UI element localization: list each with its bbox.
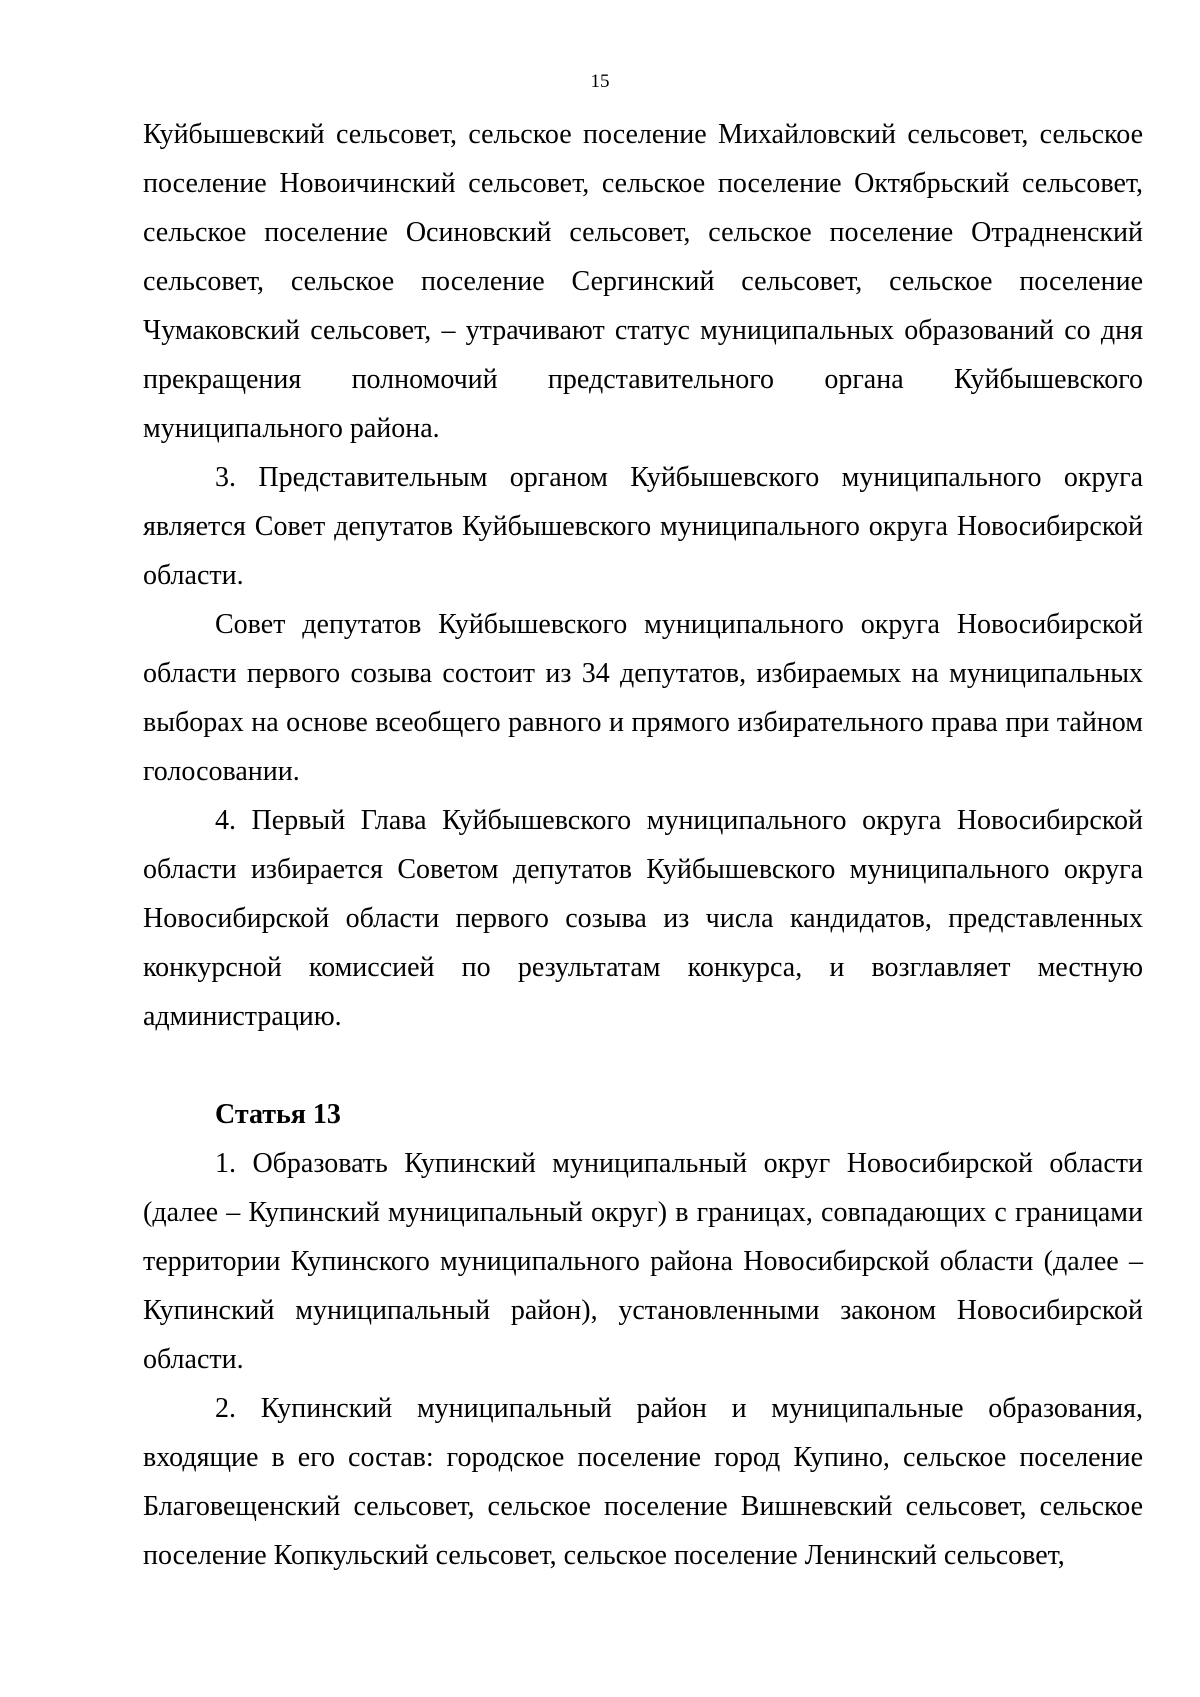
document-body [143,110,1143,1580]
article-spacer [143,1041,1143,1090]
page-number: 15 [590,71,610,92]
paragraph-item-3: 3. Представительным органом Куйбышевского муниципального округа является Совет депутатов Куйбышевского муниципального округа Новосибирской области. [143,462,1143,591]
paragraph-article13-item-2: 2. Купинский муниципальный район и муниципальные образования, входящие в его состав: городское поселение город Купино, сельское поселение Благовещенский сельсовет, сельское поселение Вишневский сельсовет, сельское поселение Копкульский сельсовет, сельское поселение Ленинский сельсовет, [143,1393,1143,1571]
paragraph-continuation: Куйбышевский сельсовет, сельское поселение Михайловский сельсовет, сельское поселение Новоичинский сельсовет, сельское поселение Октябрьский сельсовет, сельское поселение Осиновский сельсовет, сельское поселение Отрадненский сельсовет, сельское поселение Сергинский сельсовет, сельское поселение Чумаковский сельсовет, – утрачивают статус муниципальных образований со дня прекращения полномочий представительного органа Куйбышевского муниципального района. [143,119,1143,444]
paragraph-article13-item-1: 1. Образовать Купинский муниципальный округ Новосибирской области (далее – Купинский муниципальный округ) в границах, совпадающих с границами территории Купинского муниципального района Новосибирской области (далее – Купинский муниципальный район), установленными законом Новосибирской области. [143,1148,1143,1375]
paragraph-council-composition: Совет депутатов Куйбышевского муниципального округа Новосибирской области первого созыва состоит из 34 депутатов, избираемых на муниципальных выборах на основе всеобщего равного и прямого избирательного права при тайном голосовании. [143,609,1143,787]
article-heading: Статья 13 [215,1099,341,1130]
paragraph-item-4: 4. Первый Глава Куйбышевского муниципального округа Новосибирской области избирается Советом депутатов Куйбышевского муниципального округа Новосибирской области первого созыва из числа кандидатов, представленных конкурсной комиссией по результатам конкурса, и возглавляет местную администрацию. [143,805,1143,1032]
